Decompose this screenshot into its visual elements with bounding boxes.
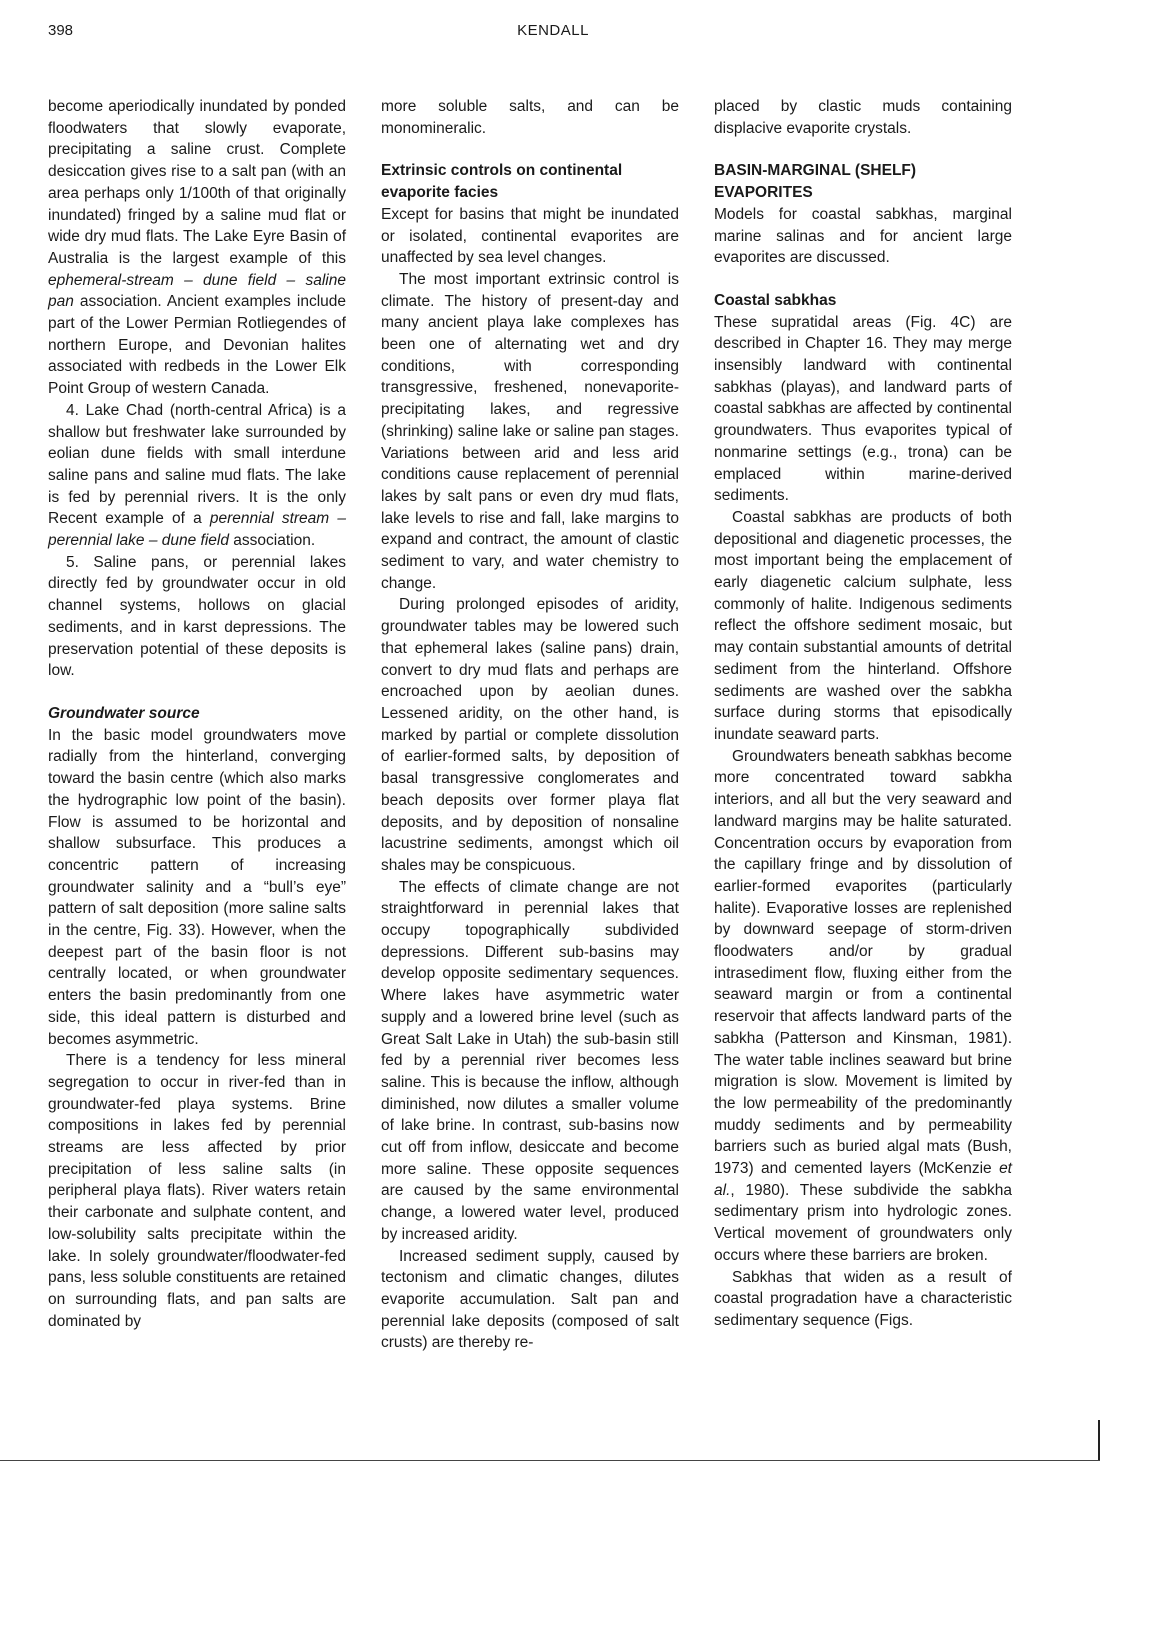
footer-rule — [0, 1460, 1100, 1461]
paragraph: There is a tendency for less mineral segregation to occur in river-fed than in groundwater-fed playa systems. Brine compositions in lakes fed by perennial streams are less affected by prior precipitation of less saline salts (in peripheral playa flats). River waters retain their carbonate and sulphate content, and low-solubility salts precipitate within the lake. In solely groundwater/floodwater-fed pans, less soluble constituents are retained on surrounding flats, and pan salts are dominated by — [48, 1052, 346, 1330]
page-number: 398 — [48, 22, 74, 39]
section-heading: BASIN-MARGINAL (SHELF) EVAPORITES — [714, 162, 917, 202]
paragraph: During prolonged episodes of aridity, groundwater tables may be lowered such that ephemeral lakes (saline pans) drain, convert to dry mud flats and perhaps are encroached upon by aeolian dunes. Lessened aridity, on the other hand, is marked by partial or complete dissolution of earlier-formed salts, by deposition of basal transgressive conglomerates and beach deposits over former playa flat deposits, and by deposition of nonsaline lacustrine sediments, amongst which oil shales may be conspicuous. — [381, 596, 679, 874]
paragraph: Groundwaters beneath sabkhas become more concentrated toward sabkha interiors, and all but the very seaward and landward margins may be halite saturated. Concentration occurs by evaporation from the capillary fringe and by dissolution of earlier-formed evaporites (particularly halite). Evaporative losses are replenished by downward seepage of storm-driven floodwaters and/or by gradual intrasediment flow, fluxing either from the seaward margin or from a continental reservoir that affects landward parts of the sabkha (Patterson and Kinsman, 1981). The water table inclines seaward but brine migration is slow. Movement is limited by the low permeability of the predominantly muddy sediments and by permeability barriers such as buried algal mats (Bush, 1973) and cemented layers (McKenzie et al., 1980). These subdivide the sabkha sedimentary prism into hydrologic zones. Vertical movement of groundwaters only occurs where these barriers are broken. — [714, 747, 1012, 1264]
paragraph: Sabkhas that widen as a result of coastal progradation have a characteristic sedimentary sequence (Figs. — [714, 1268, 1012, 1329]
paragraph: The effects of climate change are not straightforward in perennial lakes that occupy topographically subdivided depressions. Different sub-basins may develop opposite sedimentary sequences. Where lakes have asymmetric water supply and a lowered brine level (such as Great Salt Lake in Utah) the sub-basin still fed by a perennial river becomes less saline. This is because the inflow, although diminished, now dilutes a smaller volume of lake brine. In contrast, sub-basins now cut off from inflow, desiccate and become more saline. These opposite sequences are caused by the same environmental change, a lowered water level, produced by increased aridity. — [381, 878, 679, 1243]
text-column-1 — [48, 96, 346, 1332]
paragraph: Except for basins that might be inundated or isolated, continental evaporites are unaffected by sea level changes. — [381, 205, 679, 267]
scan-edge-mark — [1098, 1420, 1100, 1460]
paragraph: become aperiodically inundated by ponded floodwaters that slowly evaporate, precipitating a saline crust. Complete desiccation gives rise to a salt pan (with an area perhaps only 1/100th of that originally inundated) fringed by a saline mud flat or wide dry mud flats. The Lake Eyre Basin of Australia is the largest example of this ephemeral-stream – dune field – saline pan association. Ancient examples include part of the Lower Permian Rotliegendes of northern Europe, and Devonian halites associated with redbeds in the Lower Elk Point Group of western Canada. — [48, 98, 346, 398]
paragraph: Coastal sabkhas are products of both depositional and diagenetic processes, the most important being the emplacement of early diagenetic calcium sulphate, less commonly of halite. Indigenous sediments reflect the offshore sediment mosaic, but may contain substantial amounts of detrital sediment from the hinterland. Offshore sediments are washed over the sabkha surface during storms that episodically inundate seaward parts. — [714, 508, 1012, 743]
text-column-3 — [714, 96, 1012, 1332]
paragraph: more soluble salts, and can be monomineralic. — [381, 98, 679, 137]
section-heading: Groundwater source — [48, 704, 200, 722]
paragraph: 5. Saline pans, or perennial lakes directly fed by groundwater occur in old channel systems, hollows on glacial sediments, and in karst depressions. The preservation potential of these deposits is low. — [48, 553, 346, 680]
paragraph: The most important extrinsic control is climate. The history of present-day and many ancient playa lake complexes has been one of alternating wet and dry conditions, with corresponding transgressive, freshened, nonevaporite-precipitating lakes, and regressive (shrinking) saline lake or saline pan stages. Variations between arid and less arid conditions cause replacement of perennial lakes by salt pans or even dry mud flats, lake levels to rise and fall, lake margins to expand and contract, the amount of clastic sediment to vary, and water chemistry to change. — [381, 270, 679, 592]
paragraph: placed by clastic muds containing displacive evaporite crystals. — [714, 98, 1012, 137]
page-header — [48, 22, 1058, 44]
section-heading: Extrinsic controls on continental evaporite facies — [381, 162, 623, 202]
paragraph: Increased sediment supply, caused by tectonism and climatic changes, dilutes evaporite accumulation. Salt pan and perennial lake deposits (composed of salt crusts) are thereby re- — [381, 1247, 679, 1352]
paragraph: These supratidal areas (Fig. 4C) are described in Chapter 16. They may merge insensibly landward with continental sabkhas (playas), and landward parts of coastal sabkhas are affected by continental groundwaters. Thus evaporites typical of nonmarine settings (e.g., trona) can be emplaced within marine-derived sediments. — [714, 313, 1012, 505]
text-column-2 — [381, 96, 679, 1354]
paragraph: In the basic model groundwaters move radially from the hinterland, converging toward the basin centre (which also marks the hydrographic low point of the basin). Flow is assumed to be horizontal and shallow subsurface. This produces a concentric pattern of increasing groundwater salinity and a “bull’s eye” pattern of salt deposition (more saline salts in the centre, Fig. 33). However, when the deepest part of the basin floor is not centrally located, or when groundwater enters the basin predominantly from one side, this ideal pattern is disturbed and becomes asymmetric. — [48, 726, 346, 1048]
running-head: KENDALL — [517, 22, 589, 39]
paragraph: Models for coastal sabkhas, marginal marine salinas and for ancient large evaporites are discussed. — [714, 205, 1012, 267]
paragraph: 4. Lake Chad (north-central Africa) is a shallow but freshwater lake surrounded by eolian dune fields with small interdune saline pans and saline mud flats. The lake is fed by perennial rivers. It is the only Recent example of a perennial stream – perennial lake – dune field association. — [48, 401, 346, 550]
section-heading: Coastal sabkhas — [714, 291, 837, 309]
